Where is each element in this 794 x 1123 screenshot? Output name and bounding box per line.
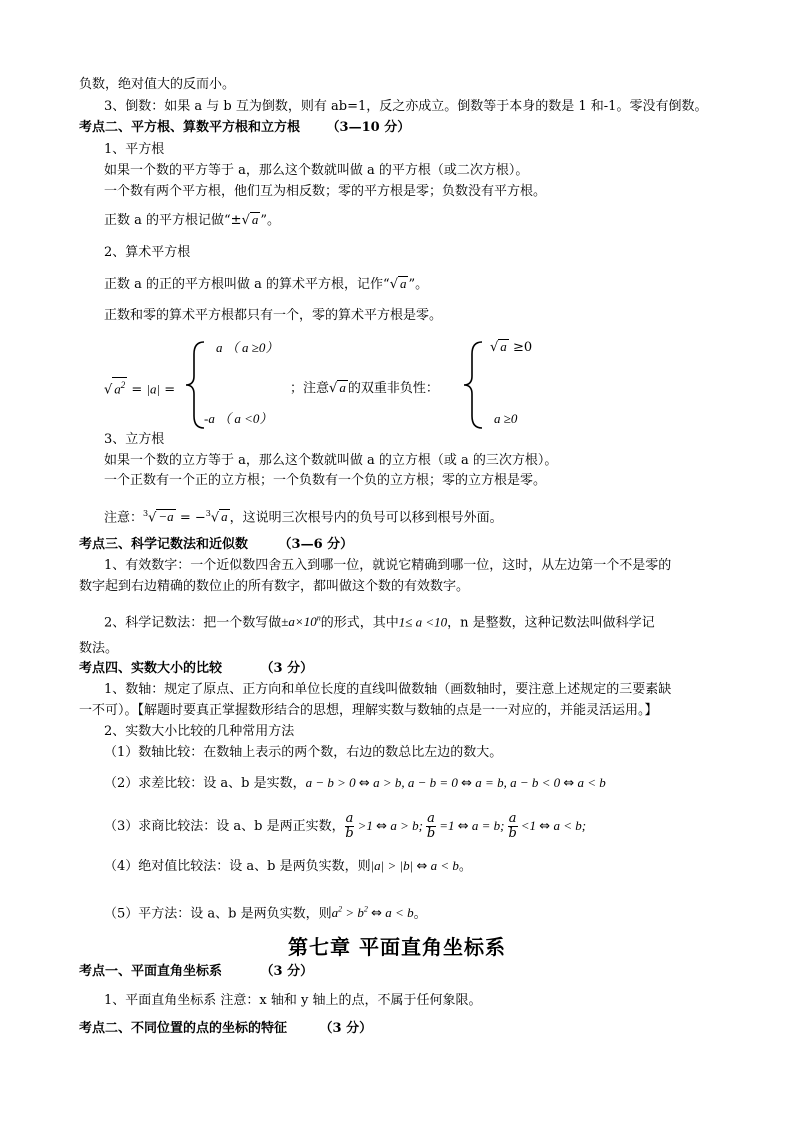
method-1: （1）数轴比较：在数轴上表示的两个数，右边的数总比左边的数大。 (104, 745, 503, 760)
text-fragment: ≥0 (512, 340, 533, 355)
text-line: 1、有效数字：一个近似数四舍五入到哪一位，就说它精确到哪一位，这时，从左边第一个不是零的 (104, 558, 672, 573)
text-line: 如果一个数的平方等于 a，那么这个数就叫做 a 的平方根（或二次方根）。 (104, 163, 529, 178)
subheading: 3、立方根 (104, 432, 165, 447)
text-fragment: （2）求差比较：设 a、b 是实数， (104, 776, 306, 791)
text-fragment: 的双重非负性： (347, 381, 439, 396)
section-score: （3—6 分） (278, 537, 354, 552)
section-heading (79, 119, 410, 137)
left-brace (184, 340, 206, 430)
text-fragment: 注意： (104, 510, 144, 526)
section-title: 考点三、科学记数法和近似数 (79, 537, 249, 552)
text-line: 数字起到右边精确的数位止的所有数字，都叫做这个数的有效数字。 (79, 579, 470, 594)
section-title: 考点二、不同位置的点的坐标的特征 (79, 1021, 288, 1036)
text-fragment: （3）求商比较法：设 a、b 是两正实数， (104, 819, 345, 834)
section-title: 考点四、实数大小的比较 (79, 661, 223, 676)
text-line: 1、数轴：规定了原点、正方向和单位长度的直线叫做数轴（画数轴时，要注意上述规定的三要素缺 (104, 682, 672, 697)
text-fragment: 。 (413, 906, 427, 922)
section-score: （3—10 分） (326, 120, 411, 135)
text-fragment: 。 (458, 859, 472, 874)
chapter-title: 第七章 平面直角坐标系 (288, 935, 506, 959)
text-line: 注意：$^3$√ −a = −$^3$√ a ，这说明三次根号内的负号可以移到根号外面。 (104, 509, 503, 526)
section-score: （3 分） (260, 964, 314, 979)
method-4: （4）绝对值比较法：设 a、b 是两负实数，则|a| > |b| ⇔ a < b。 (104, 858, 472, 874)
section-heading (79, 963, 313, 981)
section-title: 考点二、平方根、算数平方根和立方根 (79, 120, 301, 135)
section-heading (79, 536, 353, 554)
piecewise-case-bottom: -a （ a <0） (204, 411, 273, 426)
section-heading (79, 660, 313, 678)
radical-sign: √ (389, 277, 398, 292)
text-line: 2、实数大小比较的几种常用方法 (104, 724, 295, 739)
text-fragment: ，n 是整数，这种记数法叫做科学记 (447, 615, 655, 631)
text-line: 一个正数有一个正的立方根；一个负数有一个负的立方根；零的立方根是零。 (104, 473, 547, 488)
right-brace (462, 340, 484, 430)
text-line: 一个数有两个平方根，他们互为相反数；零的平方根是零；负数没有平方根。 (104, 184, 547, 199)
text-line: 3、倒数：如果 a 与 b 互为倒数，则有 ab=1，反之亦成立。倒数等于本身的数是 1 和-1。零没有倒数。 (104, 99, 708, 114)
note-line: ；注意√ a 的双重非负性： (290, 380, 439, 396)
subheading: 1、平方根 (104, 142, 165, 157)
text-fragment: （4）绝对值比较法：设 a、b 是两负实数，则 (104, 859, 371, 874)
method-3: （3）求商比较法：设 a、b 是两正实数， $\frac{a}{b}$ >1 ⇔ a > b; $\frac{a}{b}$ =1 ⇔ a = b; $\frac{a}{b}$ <1 ⇔ a < b; (104, 811, 587, 841)
radicand: a (251, 212, 259, 227)
formula-lhs: √ $a^2 = |a|$ = (104, 377, 175, 399)
text-line: 数法。 (79, 641, 119, 656)
method-2: （2）求差比较：设 a、b 是实数，a − b > 0 ⇔ a > b, a − b = 0 ⇔ a = b, a − b < 0 ⇔ a < b (104, 775, 606, 791)
right-case-top: √ a ≥0 (490, 339, 533, 355)
text-line: 2、科学记数法：把一个数写做$\pm a\times 10^n$的形式，其中1≤ a <10，n 是整数，这种记数法叫做科学记 (104, 614, 655, 631)
method-5: （5）平方法：设 a、b 是两负实数，则$a^2 > b^2$ ⇔ a < b。 (104, 905, 427, 922)
text-fragment: （5）平方法：设 a、b 是两负实数，则 (104, 906, 332, 922)
text-fragment: ”。 (260, 213, 281, 228)
text-fragment: 2、科学记数法：把一个数写做 (104, 615, 282, 631)
radical-sign: √ (241, 213, 250, 228)
text-fragment: 正数 a 的平方根记做“ (104, 213, 231, 228)
text-fragment: ，这说明三次根号内的负号可以移到根号外面。 (229, 510, 503, 526)
text-line (104, 276, 428, 294)
radicand: a (399, 276, 407, 291)
text-line: 如果一个数的立方等于 a，那么这个数就叫做 a 的立方根（或 a 的三次方根）。 (104, 453, 558, 468)
section-score: （3 分） (319, 1021, 373, 1036)
subheading: 2、算术平方根 (104, 245, 191, 260)
text-line: 1、平面直角坐标系 注意：x 轴和 y 轴上的点，不属于任何象限。 (104, 993, 482, 1008)
right-case-bottom: a ≥0 (494, 411, 518, 426)
text-fragment: 的形式，其中 (320, 615, 399, 631)
piecewise-case-top: a （ a ≥0） (216, 340, 279, 355)
text-fragment: 正数 a 的正的平方根叫做 a 的算术平方根，记作“ (104, 277, 390, 292)
plus-minus-symbol: ± (230, 213, 242, 228)
section-title: 考点一、平面直角坐标系 (79, 964, 223, 979)
text-fragment: ；注意 (290, 381, 330, 396)
text-line (104, 212, 280, 230)
text-fragment: ”。 (408, 277, 429, 292)
text-line: 正数和零的算术平方根都只有一个，零的算术平方根是零。 (104, 308, 443, 323)
text-line: 一不可）。【解题时要真正掌握数形结合的思想，理解实数与数轴的点是一一对应的，并能灵活运用。】 (79, 703, 658, 718)
section-score: （3 分） (260, 661, 314, 676)
text-line: 负数，绝对值大的反而小。 (79, 77, 236, 92)
section-heading (79, 1020, 372, 1038)
